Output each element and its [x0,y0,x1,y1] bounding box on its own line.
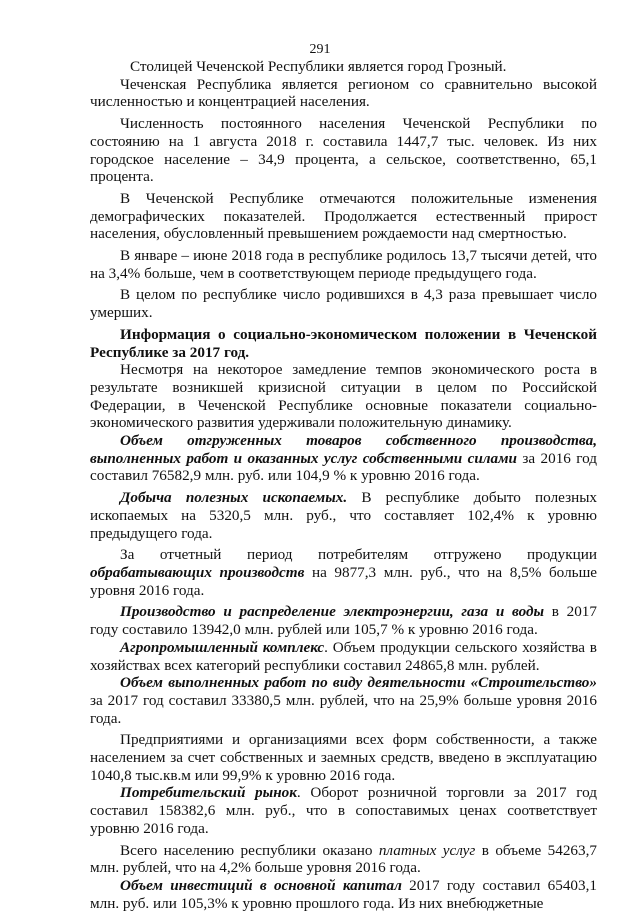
paragraph: Предприятиями и организациями всех форм собственности, а также населением за счет собственных и заемных средств, введено в эксплуатацию 1040,8 тыс.кв.м или 99,9% к уровню 2016 года. [90,731,597,784]
paragraph [90,674,597,727]
paragraph-text: . Оборот розничной торговли за 2017 год составил 158382,6 млн. руб., что в сопоставимых ценах соответствует уровню 2016 года. [90,784,597,837]
paragraph: Чеченская Республика является регионом со сравнительно высокой численностью и концентрацией населения. [90,75,597,111]
paragraph [90,432,597,485]
paragraph-text: 2017 году составил 65403,1 млн. руб. или 105,3% к уровню прошлого года. Из них внебюджетные [90,876,597,912]
paragraph [90,877,597,912]
paragraph-text: За отчетный период потребителям отгружено продукции [120,546,597,564]
page-number: 291 [309,42,331,57]
paragraph-text: Всего населению республики оказано [120,841,379,859]
section-heading: Информация о социально-экономическом положении в Чеченской Республике за 2017 год. [90,325,597,361]
paragraph [90,546,597,599]
paragraph-text: в 2017 году составило 13942,0 млн. рублей или 105,7 % к уровню 2016 года. [90,603,597,639]
emphasis: Агропромышленный комплекс [120,638,325,656]
document-body [90,58,597,912]
paragraph: Численность постоянного населения Чеченской Республики по состоянию на 1 августа 2018 г. составила 1447,7 тыс. человек. Из них городское население – 34,9 процента, а сельское, соответственно, 65,1 процента. [90,115,597,186]
paragraph-text: на 9877,3 млн. руб., что на 8,5% больше уровня 2016 года. [90,563,598,599]
paragraph-text: В республике добыто полезных ископаемых на 5320,5 млн. руб., что составляет 102,4% к уровню предыдущего года. [90,489,597,542]
paragraph [90,603,597,638]
paragraph: В целом по республике число родившихся в 4,3 раза превышает число умерших. [90,286,597,322]
paragraph: В январе – июне 2018 года в республике родилось 13,7 тысячи детей, что на 3,4% больше, чем в соответствующем периоде предыдущего года. [90,247,597,282]
emphasis: Производство и распределение электроэнергии, газа и воды [120,603,545,621]
paragraph-text: за 2016 год составил 76582,9 млн. руб. или 104,9 % к уровню 2016 года. [90,449,597,485]
paragraph [90,842,597,877]
emphasis: Потребительский рынок [120,784,297,802]
emphasis: Объем инвестиций в основной капитал [120,876,402,894]
paragraph [90,489,597,542]
paragraph-text: . Объем продукции сельского хозяйства в хозяйствах всех категорий республики составил 24865,8 млн. рублей. [90,638,597,674]
paragraph [90,639,597,674]
paragraph: В Чеченской Республике отмечаются положительные изменения демографических показателей. Продолжается естественный прирост населения, обусловленный превышением рождаемости над смертностью. [90,189,597,243]
emphasis: Объем выполненных работ по виду деятельности «Строительство» [120,674,597,692]
paragraph: Столицей Чеченской Республики является город Грозный. [130,58,507,75]
emphasis: Добыча полезных ископаемых. [120,489,348,507]
paragraph-text: за 2017 год составил 33380,5 млн. рублей, что на 25,9% больше уровня 2016 года. [90,691,597,727]
paragraph-text: в объеме 54263,7 млн. рублей, что на 4,2% больше уровня 2016 года. [90,841,597,877]
emphasis: платных услуг [378,841,476,859]
paragraph [90,784,597,837]
emphasis: Объем отгруженных товаров собственного производства, выполненных работ и оказанных услуг собственными силами [90,432,597,467]
emphasis: обрабатывающих производств [90,563,305,581]
paragraph: Несмотря на некоторое замедление темпов экономического роста в результате возникшей кризисной ситуации в целом по Российской Федерации, в Чеченской Республике основные показатели социально-экономического развития удерживали положительную динамику. [90,361,597,432]
